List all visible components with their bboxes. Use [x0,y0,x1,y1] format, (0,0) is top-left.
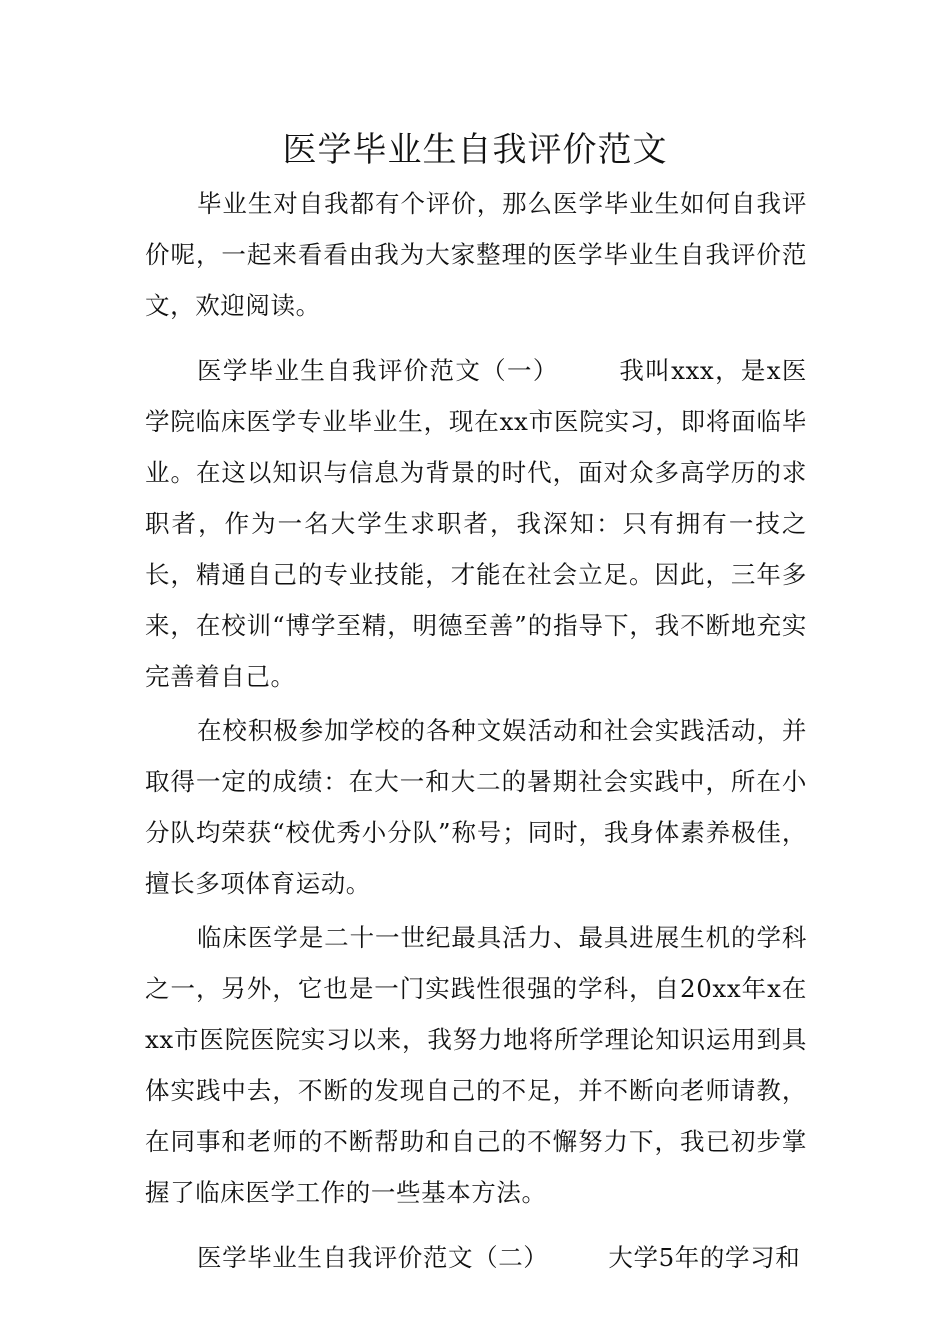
document-body [145,178,807,1286]
section-one-paragraph [145,345,807,702]
section-one-heading: 医学毕业生自我评价范文（一） [197,356,559,385]
section-two-text: 大学5年的学习和 [608,1243,801,1272]
intro-paragraph: 毕业生对自我都有个评价，那么医学毕业生如何自我评价呢，一起来看看由我为大家整理的医学毕业生自我评价范文，欢迎阅读。 [145,189,807,320]
clinical-paragraph: 临床医学是二十一世纪最具活力、最具进展生机的学科之一，另外，它也是一门实践性很强的学科，自20xx年x在xx市医院医院实习以来，我努力地将所学理论知识运用到具体实践中去，不断的发现自己的不足，并不断向老师请教，在同事和老师的不断帮助和自己的不懈努力下，我已初步掌握了临床医学工作的一些基本方法。 [145,923,807,1207]
activities-paragraph: 在校积极参加学校的各种文娱活动和社会实践活动，并取得一定的成绩：在大一和大二的暑期社会实践中，所在小分队均荣获“校优秀小分队”称号；同时，我身体素养极佳，擅长多项体育运动。 [145,716,807,898]
document-title: 医学毕业生自我评价范文 [282,130,668,170]
section-two-heading: 医学毕业生自我评价范文（二） [197,1243,549,1272]
section-one-text: 我叫xxx，是x医学院临床医学专业毕业生，现在xx市医院实习，即将面临毕业。在这以知识与信息为背景的时代，面对众多高学历的求职者，作为一名大学生求职者，我深知：只有拥有一技之长，精通自己的专业技能，才能在社会立足。因此，三年多来，在校训“博学至精，明德至善”的指导下，我不断地充实完善着自己。 [145,356,807,691]
section-two-paragraph [145,1232,807,1283]
